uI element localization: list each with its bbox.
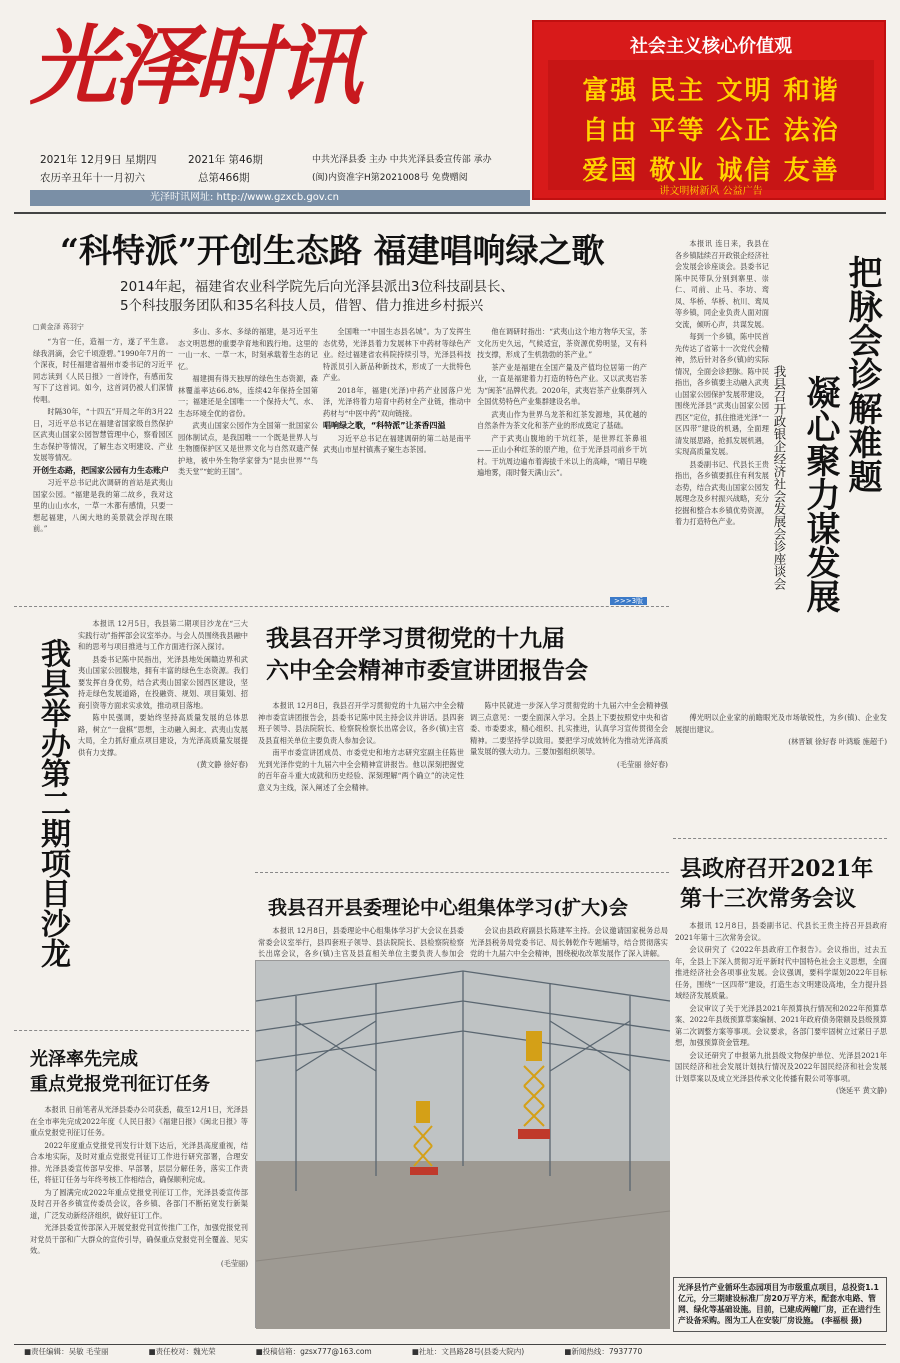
sponsor-line: 中共光泽县委 主办 中共光泽县委宣传部 承办 [312, 155, 492, 165]
footer-proofreader: ■责任校对：魏光荣 [148, 1347, 216, 1356]
journal-paragraph: 2022年度重点党报党刊发行计划下达后，光泽县高度重视，结合本地实际，及时对重点党报党刊征订工作进行研究部署，合理安排。光泽县委宣传部早安排、早部署，层层分解任务，落实工作责任，将征订任务与年终考核工作相结合，确保顺利完成。 [30, 1140, 248, 1184]
lead-headline: “科特派”开创生态路 福建唱响绿之歌 [60, 231, 605, 270]
journal-credit: (毛莹丽) [220, 1258, 248, 1268]
photo-credit: (李福根 摄) [821, 1316, 863, 1325]
theory-text-a [258, 925, 464, 958]
theory-headline: 我县召开县委理论中心组集体学习(扩大)会 [268, 897, 628, 919]
core-values-panel [548, 60, 874, 190]
core-values-row-2: 自由 平等 公正 法治 [582, 116, 840, 146]
right-story-text-b [675, 712, 887, 832]
salon-credit: (黄文静 徐好春) [196, 760, 248, 769]
salon-headline: 我县举办第二期项目沙龙 [35, 638, 70, 968]
salon-paragraph: 县委书记陈中民指出，光泽县地处闽赣边界和武夷山国家公园腹地，拥有丰富的绿色生态资源。我们要发挥自身优势，结合武夷山国家公园西区建设，坚持走绿色发展道路，在投融资、规划、项目策划、招商引资等方面求实求效，推动项目落地。 [78, 654, 248, 710]
salon-story-text [78, 618, 248, 1018]
meeting-paragraph: 南平市委宣讲团成员、市委党史和地方志研究室副主任陈世光到光泽作党的十九届六中全会精神宣讲报告。他以深刻把握党的百年奋斗重大成就和历史经验、深刻理解“两个确立”的决定性意义为主线，深入阐述了全会精神。 [258, 748, 464, 792]
core-values-row-3: 爱国 敬业 诚信 友善 [582, 156, 840, 186]
right-paragraph: 每到一个乡镇，陈中民首先传达了省第十一次党代会精神，然后针对各乡(镇)的实际情况，全面会诊把脉。陈中民指出，各乡镇要主动融入武夷山国家公园保护发展带建设，围绕光泽县“武夷山国家公园西区”定位，抓住推进光泽“一区四带”建设的机遇，全面理清发展思路，抢抓发展机遇，实现高质量发展。 [675, 332, 769, 456]
journal-headline-2: 重点党报党刊征订任务 [30, 1074, 210, 1095]
theory-paragraph: 本报讯 12月8日，县委理论中心组集体学习扩大会议在县委常委会议室举行，县四套班子领导、县法院院长、县检察院检察长出席会议，各乡(镇)主官及县直相关单位主要负责人参加会 [258, 926, 464, 958]
website-url[interactable]: 光泽时讯网址: http://www.gzxcb.gov.cn [150, 192, 339, 203]
journal-paragraph: 为了圆满完成2022年重点党报党刊征订工作，光泽县委宣传部及时召开各乡镇宣传委员会议，各乡镇、各部门不断拓宽发行新渠道，广泛发动新经济组织，做好征订工作。 [30, 1187, 248, 1220]
total-issue: 总第466期 [198, 172, 250, 184]
lead-column-3 [323, 326, 471, 596]
meeting-paragraph: 本报讯 12月8日，我县召开学习贯彻党的十九届六中全会精神市委宣讲团报告会，县委书记陈中民主持会议并讲话。县四套班子领导、县法院院长、检察院检察长出席会议，各乡(镇)主官及县直相关单位主要负责人参加会议。 [258, 701, 464, 745]
lead-paragraph: 福建拥有得天独厚的绿色生态资源，森林覆盖率达66.8%，连续42年保持全国第一；福建还是全国唯一一个保持大气、水、生态环境全优的省份。 [178, 374, 318, 418]
salon-paragraph: 本报讯 12月5日，我县第二期项目沙龙在“三大实践行动”指挥部会议室举办。与会人员围绕我县融中和的思考与项目推进与工作方面进行深入探讨。 [78, 619, 248, 651]
lead-paragraph: 2018年，福建(光泽)中药产业园落户光泽，光泽将着力培育中药材全产业链，推动中药材与“中医中药”双向链接。 [323, 385, 471, 418]
core-values-box [532, 20, 886, 200]
gov-paragraph: 会议审议了关于光泽县2021年预算执行情况和2022年预算草案、2022年县级预算草案编制、2021年政府债务限额及县级预算第二次调整方案等事项。会议要求，各部门要牢固树立过紧日子思想，加强预算资金管理。 [675, 1003, 887, 1047]
factory-interior-illustration [256, 961, 670, 1329]
right-deck: 我县召开政银企经济社会发展会诊座谈会 [772, 365, 787, 590]
lead-deck-2: 5个科技服务团队和35名科技人员，借智、借力推进乡村振兴 [120, 298, 484, 314]
lead-subheading: 唱响绿之歌，“科特派”让茶香四溢 [323, 421, 446, 430]
meeting-text-b [470, 700, 668, 865]
lead-deck-1: 2014年起，福建省农业科学院先后向光泽县派出3位科技副县长、 [120, 279, 514, 295]
gov-paragraph: 本报讯 12月8日，县委副书记、代县长王贵主持召开县政府2021年第十三次常务会议。 [675, 921, 887, 942]
lead-column-1 [33, 336, 173, 596]
gov-paragraph: 会议研究了《2022年县政府工作报告》。会议指出，过去五年，全县上下深入贯彻习近平新时代中国特色社会主义思想，全面推进经济社会各项事业发展。会议强调，要科学谋划2022年目标任务，围绕“一区四带”建设，打造生态文明建设高地，全力提升县域经济发展质量。 [675, 945, 887, 1000]
right-paragraph: 傅光明以企业家的前瞻眼光及市场敏锐性，为乡(镇)、企业发展提出建议。 [675, 713, 887, 734]
lead-paragraph: 武夷山国家公园作为全国第一批国家公园体制试点，是我国唯一一个既是世界人与生物圈保护区又是世界文化与自然双遗产保护地，被中外生物学家誉为“昆虫世界”“鸟类天堂”“蛇的王国”。 [178, 421, 318, 476]
lead-byline: □黄金泽 蒋羽宁 [33, 323, 84, 331]
section-divider [14, 606, 669, 607]
photo-caption-box [673, 1277, 887, 1332]
journal-paragraph: 本报讯 日前笔者从光泽县委办公司获悉，截至12月1日，光泽县在全市率先完成2022年度《人民日报》《福建日报》《闽北日报》等重点党报党刊征订任务。 [30, 1105, 248, 1137]
salon-paragraph: 陈中民强调，要始终坚持高质量发展的总体思路，树立“一盘棋”思想，主动融入闽北、武夷山发展大局，全力抓好重点项目建设，为光泽高质量发展提供有力支撑。 [78, 713, 248, 757]
core-values-footer: 讲文明树新风 公益广告 [659, 186, 763, 197]
lead-column-2 [178, 326, 318, 596]
lunar-date: 农历辛丑年十一月初六 [40, 172, 145, 184]
journal-headline-1: 光泽率先完成 [30, 1049, 138, 1070]
right-headline-2: 凝心聚力谋发展 [800, 375, 840, 613]
gov-headline-2: 第十三次常务会议 [680, 886, 857, 912]
meeting-text-a [258, 700, 464, 865]
right-story-text-a [675, 238, 769, 708]
permit-line: (闽)内资准字H第2021008号 免费赠阅 [312, 173, 468, 183]
footer-address: ■社址：文昌路28号(县委大院内) [411, 1347, 525, 1356]
lead-continued-link[interactable] [610, 588, 647, 607]
meeting-credit: (毛莹丽 徐好春) [616, 759, 668, 769]
masthead-title: 光泽时讯 [30, 16, 358, 117]
journal-paragraph: 光泽县委宣传部深入开展党报党刊宣传推广工作，加强党报党刊对党员干部和广大群众的宣传引导，确保重点党报党刊全覆盖、见实效。 [30, 1223, 248, 1255]
footer-bar [14, 1344, 886, 1358]
theory-paragraph: 会议由县政府副县长陈建军主持。会议邀请国家税务总局光泽县税务局党委书记、局长韩乾作专题辅导，结合贯彻落实党的十九届六中全会精神，围绕税收改革发展作了深入讲解。 [470, 926, 668, 958]
section-divider [673, 838, 887, 839]
footer-email[interactable]: ■投稿信箱：gzsx777@163.com [255, 1347, 372, 1356]
core-values-row-1: 富强 民主 文明 和谐 [582, 76, 840, 106]
lead-paragraph: 他在调研时指出：“武夷山这个地方物华天宝，茶文化历史久远，气候适宜，茶资源优势明显，又有科技支撑，形成了生机勃勃的茶产业。” [477, 327, 647, 359]
masthead-rule [14, 212, 886, 214]
footer-editor: ■责任编辑：吴敏 毛莹丽 [24, 1347, 109, 1356]
lead-paragraph: 习近平总书记此次调研的首站是武夷山国家公园。“福建是我的第二故乡，我对这里的山山水水，一草一木都有感情，只要一想起福建，八闽大地的美景就会浮现在眼前。” [33, 478, 173, 533]
photo-caption: 光泽县竹产业循环生态园项目为市级重点项目，总投资1.1亿元，分三期建设标准厂房20万平方米，配套水电路、管网、绿化等基础设施。目前，已建成两幢厂房，正在进行生产设备采购。图为工人在安装厂房设施。 [678, 1283, 881, 1325]
right-paragraph: 本报讯 连日来，我县在各乡镇陆续召开政银企经济社会发展会诊座谈会。县委书记陈中民带队分别到寨里、崇仁、司前、止马、李坊、鸾凤、华桥、华桥、杭川、鸾凤等乡镇，同企业负责人面对面交流，倾听心声，共谋发展。 [675, 239, 769, 329]
issue-number: 2021年 第46期 [188, 154, 263, 166]
gov-credit: (饶延平 黄文静) [835, 1086, 887, 1095]
meeting-headline-2: 六中全会精神市委宣讲团报告会 [266, 657, 588, 684]
lead-paragraph: 多山、多水、多绿的福建，是习近平生态文明思想的重要孕育地和践行地。这里的一山一水、一草一木，时刻承载着生态的记忆。 [178, 327, 318, 371]
lead-paragraph: 习近平总书记在福建调研的第二站是南平武夷山市星村镇燕子窠生态茶园。 [323, 433, 471, 454]
gov-paragraph: 会议还研究了申报第九批县级文物保护单位、光泽县2021年国民经济和社会发展计划执行情况及2022年国民经济和社会发展计划草案以及成立光泽县传承文化传播有限公司等事项。 [675, 1050, 887, 1083]
lead-paragraph: 茶产业是福建在全国产量及产值均位居第一的产业，一直是福建着力打造的特色产业。又以武夷岩茶为“闽茶”品牌代表。2020年，武夷岩茶产业集群列入全国优势特色产业集群建设名单。 [477, 362, 647, 406]
right-paragraph: 县委副书记、代县长王贵指出，各乡镇要抓住有利发展态势，结合武夷山国家公园发展理念及乡村振兴战略，充分挖掘和整合本乡镇优势资源，着力打造特色产业。 [675, 459, 769, 526]
lead-subheading: 开创生态路，把国家公园有力生态账户 [33, 465, 169, 475]
lead-paragraph: 时隔30年，“十四五”开局之年的3月22日，习近平总书记在福建省国家级自然保护区武夷山国家公园智慧管理中心，察看园区生态保护等情况，了解生态文明建设、产业发展等情况。 [33, 407, 173, 462]
core-values-title: 社会主义核心价值观 [630, 36, 792, 57]
lead-paragraph: 全国唯一“中国生态县名城”。为了发挥生态优势，光泽县着力发展林下中药材等绿色产业。经过福建省农科院持续引导，光泽县科技特派员引入新品种新技术，形成了一大批特色产业。 [323, 327, 471, 382]
meeting-headline-1: 我县召开学习贯彻党的十九届 [266, 625, 565, 652]
journal-story-text [30, 1104, 248, 1336]
footer-phone: ■新闻热线：7937770 [564, 1347, 643, 1356]
lead-paragraph: “为官一任，造福一方，遂了平生意。绿我涓滴，会它千顷澄碧。”1990年7月的一个深夜，时任福建省福州市委书记的习近平同志读到《人民日报》一首诗作，有感而发写下了这首词。如今，这首词仍被人们深情传唱。 [33, 337, 173, 404]
gov-headline-1: 县政府召开2021年 [680, 856, 874, 882]
meeting-paragraph: 陈中民就进一步深入学习贯彻党的十九届六中全会精神强调三点意见：一要全面深入学习。全县上下要按照党中央和省委、市委要求，精心组织、扎实推进，认真学习宣传贯彻全会精神。二要坚持学以致用。要把学习成效转化为推动光泽高质量发展的强大动力。三要加强组织领导。 [470, 701, 668, 756]
gov-story-text [675, 920, 887, 1270]
right-credit: (林晋颖 徐好春 叶鸿璇 施超千) [788, 737, 887, 746]
factory-photo [255, 960, 669, 1328]
lead-paragraph: 产于武夷山腹地的干坑红茶，是世界红茶鼻祖——正山小种红茶的原产地，位于光泽县司前乡干坑村。干坑周边遍布着海拔千米以上的高峰，“晴日早晚遍地雾，雨时餐天满山云”。 [477, 433, 647, 477]
issue-date: 2021年 12月9日 星期四 [40, 154, 157, 166]
section-divider [255, 872, 669, 873]
lead-paragraph: 武夷山作为世界乌龙茶和红茶发源地，其优越的自然条件为茶文化和茶产业的形成奠定了基础。 [477, 409, 647, 430]
right-headline-1: 把脉会诊解难题 [842, 255, 882, 493]
section-divider [14, 1030, 249, 1031]
continued-tag[interactable]: >>>3版 [610, 597, 647, 605]
website-bar[interactable] [30, 190, 530, 206]
theory-text-b [470, 925, 668, 958]
lead-column-4 [477, 326, 647, 588]
